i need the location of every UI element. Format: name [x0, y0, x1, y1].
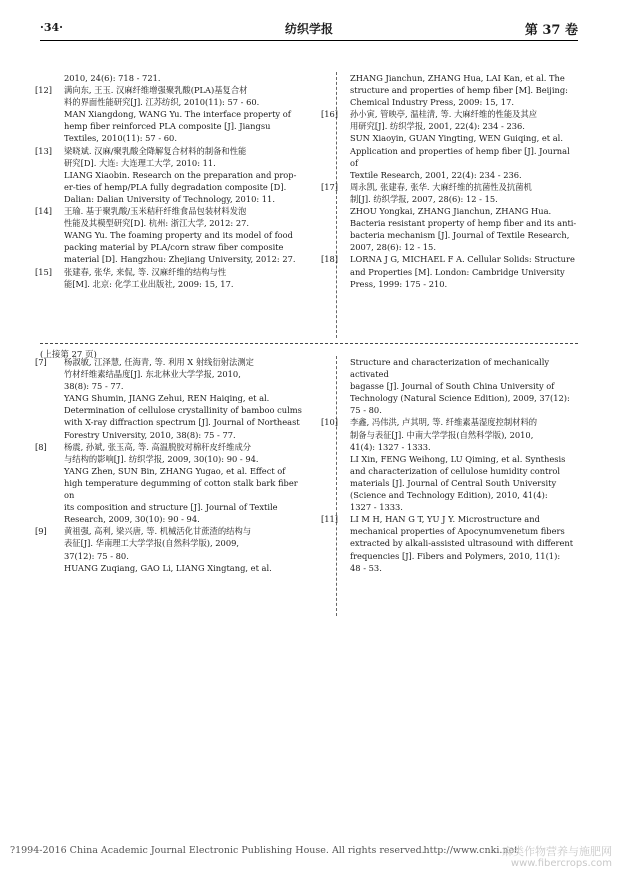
reference-line: 能[M]. 北京: 化学工业出版社, 2009: 15, 17. [64, 278, 234, 289]
reference-line: LI Xin, FENG Weihong, LU Qiming, et al. Synthesis [350, 453, 566, 464]
reference-line: 表征[J]. 华南理工大学学报(自然科学版), 2009, [64, 538, 240, 549]
footer-url[interactable]: http://www.cnki.net [423, 845, 518, 856]
reference-line: hemp fiber reinforced PLA composite [J]. Jiangsu [64, 121, 271, 132]
reference-entry [321, 181, 580, 254]
reference-line: 1327 - 1333. [350, 502, 403, 513]
reference-entry [350, 356, 580, 416]
reference-entry [35, 145, 306, 205]
reference-line: 与结构的影响[J]. 纺织学报, 2009, 30(10): 90 - 94. [64, 453, 259, 464]
reference-line: materials [J]. Journal of Central South University [350, 477, 557, 488]
reference-entry [35, 84, 306, 144]
page-number: ·34· [40, 21, 63, 34]
reference-line: ZHANG Jianchun, ZHANG Hua, LAI Kan, et al. The [350, 73, 565, 83]
reference-line: and characterization of cellulose humidity control [350, 465, 561, 476]
reference-number: [9] [35, 526, 47, 537]
reference-line: 制[J]. 纺织学报, 2007, 28(6): 12 - 15. [350, 193, 498, 204]
reference-line: 料的界面性能研究[J]. 江苏纺织, 2010(11): 57 - 60. [64, 97, 260, 108]
reference-line: 研究[D]. 大连: 大连理工大学, 2010: 11. [64, 157, 216, 168]
reference-line: WANG Yu. The foaming property and its model of food [64, 230, 293, 241]
reference-line: Dalian: Dalian University of Technology, 2010: 11. [64, 193, 275, 204]
reference-line: with X-ray diffraction spectrum [J]. Journal of Northeast [64, 417, 300, 428]
reference-entry [35, 205, 306, 265]
reference-number: [13] [35, 145, 53, 156]
reference-line: mechanical properties of Apocynumvenetum fibers [350, 526, 565, 537]
reference-number: [11] [321, 514, 339, 525]
reference-line: 周永凯, 张建春, 张华. 大麻纤维的抗菌性及抗菌机 [350, 181, 532, 192]
reference-entry [64, 72, 306, 84]
reference-entry [35, 356, 306, 441]
reference-entry [321, 513, 580, 573]
reference-number: [8] [35, 441, 47, 452]
section-divider [40, 343, 578, 344]
copyright-notice: ?1994-2016 China Academic Journal Electronic Publishing House. All rights reserved. [10, 845, 425, 856]
reference-line: 李鑫, 冯伟洪, 卢其明, 等. 纤维素基湿度控制材料的 [350, 417, 538, 428]
reference-number: [16] [321, 109, 339, 120]
reference-line: 制备与表征[J]. 中南大学学报(自然科学版), 2010, [350, 429, 534, 440]
volume-label: 第 37 卷 [524, 23, 578, 38]
reference-line: frequencies [J]. Fibers and Polymers, 2010, 11(1): [350, 550, 561, 561]
continuation-note: (上接第 27 页) [40, 350, 97, 360]
references-top-right [321, 72, 580, 290]
reference-line: Technology (Natural Science Edition), 2009, 37(12): [350, 393, 570, 404]
reference-line: structure and properties of hemp fiber [M]. Beijing: [350, 85, 568, 96]
reference-line: bagasse [J]. Journal of South China University of [350, 381, 555, 392]
reference-number: [14] [35, 206, 53, 217]
column-divider-bottom [336, 356, 337, 616]
reference-line: 杨震, 孙斌, 张玉高, 等. 高温脱胶对棉秆皮纤维成分 [64, 441, 252, 452]
reference-line: LI M H, HAN G T, YU J Y. Microstructure and [350, 514, 540, 525]
reference-line: extracted by alkali-assisted ultrasound with different [350, 538, 574, 549]
reference-line: Press, 1999: 175 - 210. [350, 278, 448, 289]
reference-line: its composition and structure [J]. Journal of Textile [64, 502, 278, 513]
reference-entry [321, 416, 580, 513]
reference-line: 王瑜. 基于聚乳酸/玉米秸秆纤维食品包装材料发泡 [64, 206, 247, 217]
reference-line: Chemical Industry Press, 2009: 15, 17. [350, 97, 514, 108]
reference-line: er-ties of hemp/PLA fully degradation composite [D]. [64, 181, 287, 192]
reference-line: 2010, 24(6): 718 - 721. [64, 73, 161, 83]
reference-line: 张建春, 张华, 来侃, 等. 汉麻纤维的结构与性 [64, 266, 227, 277]
reference-line: LIANG Xiaobin. Research on the preparation and prop- [64, 169, 297, 180]
reference-line: 竹材纤维素结晶度[J]. 东北林业大学学报, 2010, [64, 369, 241, 380]
reference-line: Forestry University, 2010, 38(8): 75 - 77. [64, 429, 236, 440]
reference-line: Textile Research, 2001, 22(4): 234 - 236. [350, 169, 522, 180]
reference-line: Research, 2009, 30(10): 90 - 94. [64, 514, 200, 525]
reference-number: [12] [35, 85, 53, 96]
page-header [40, 18, 578, 40]
reference-line: 2007, 28(6): 12 - 15. [350, 242, 436, 253]
reference-number: [7] [35, 357, 47, 367]
reference-line: 用研究[J]. 纺织学报, 2001, 22(4): 234 - 236. [350, 121, 525, 132]
references-top-left [35, 72, 306, 290]
reference-entry [321, 253, 580, 289]
reference-line: 孙小寅, 管映亭, 温桂清, 等. 大麻纤维的性能及其应 [350, 109, 538, 120]
reference-line: 满向东, 王玉. 汉麻纤维增强聚乳酸(PLA)基复合材 [64, 85, 248, 96]
reference-line: material [D]. Hangzhou: Zhejiang University, 2012: 27. [64, 254, 296, 265]
reference-line: 性能及其模型研究[D]. 杭州: 浙江大学, 2012: 27. [64, 218, 250, 229]
header-rule [40, 40, 578, 41]
reference-line: HUANG Zuqiang, GAO Li, LIANG Xingtang, et al. [64, 562, 272, 573]
reference-line: 黄祖强, 高利, 梁兴唐, 等. 机械活化甘蔗渣的结构与 [64, 526, 252, 537]
watermark-url: www.fibercrops.com [510, 858, 612, 869]
reference-line: 梁晓斌. 汉麻/聚乳酸全降解复合材料的制备和性能 [64, 145, 247, 156]
reference-entry [350, 72, 580, 108]
reference-line: MAN Xiangdong, WANG Yu. The interface property of [64, 109, 291, 120]
reference-line: Textiles, 2010(11): 57 - 60. [64, 133, 177, 144]
reference-line: Bacteria resistant property of hemp fiber and its anti- [350, 218, 577, 229]
reference-line: Application and properties of hemp fiber [J]. Journal of [350, 145, 573, 168]
journal-title: 纺织学报 [284, 22, 333, 36]
reference-line: SUN Xiaoyin, GUAN Yingting, WEN Guiqing, et al. [350, 133, 563, 144]
reference-line: 38(8): 75 - 77. [64, 381, 124, 392]
reference-line: (Science and Technology Edition), 2010, 41(4): [350, 490, 548, 501]
reference-line: 48 - 53. [350, 562, 382, 573]
references-bottom-left [35, 356, 306, 574]
reference-line: and Properties [M]. London: Cambridge University [350, 266, 565, 277]
reference-entry [35, 266, 306, 290]
reference-line: bacteria mechanism [J]. Journal of Textile Research, [350, 230, 570, 241]
reference-number: [18] [321, 254, 339, 265]
reference-line: 41(4): 1327 - 1333. [350, 441, 431, 452]
reference-line: LORNA J G, MICHAEL F A. Cellular Solids: Structure [350, 254, 575, 265]
reference-number: [15] [35, 266, 53, 277]
reference-line: ZHOU Yongkai, ZHANG Jianchun, ZHANG Hua. [350, 206, 552, 217]
reference-line: 杨淑敏, 江泽慧, 任海青, 等. 利用 X 射线衍射法测定 [64, 357, 254, 367]
reference-line: YANG Zhen, SUN Bin, ZHANG Yugao, et al. Effect of [64, 465, 286, 476]
reference-line: Determination of cellulose crystallinity of bamboo culms [64, 405, 302, 416]
reference-number: [10] [321, 417, 339, 428]
reference-line: 75 - 80. [350, 405, 382, 416]
reference-line: Structure and characterization of mechanically activated [350, 357, 552, 380]
reference-entry [35, 441, 306, 526]
reference-number: [17] [321, 181, 339, 192]
reference-line: packing material by PLA/corn straw fiber composite [64, 242, 284, 253]
reference-line: YANG Shumin, JIANG Zehui, REN Haiqing, et al. [64, 393, 270, 404]
references-bottom-right [321, 356, 580, 574]
reference-entry [321, 108, 580, 181]
reference-line: 37(12): 75 - 80. [64, 550, 129, 561]
reference-line: high temperature degumming of cotton stalk bark fiber on [64, 477, 301, 501]
reference-entry [35, 525, 306, 573]
watermark-text: 麻类作物营养与施肥网 [502, 845, 612, 858]
